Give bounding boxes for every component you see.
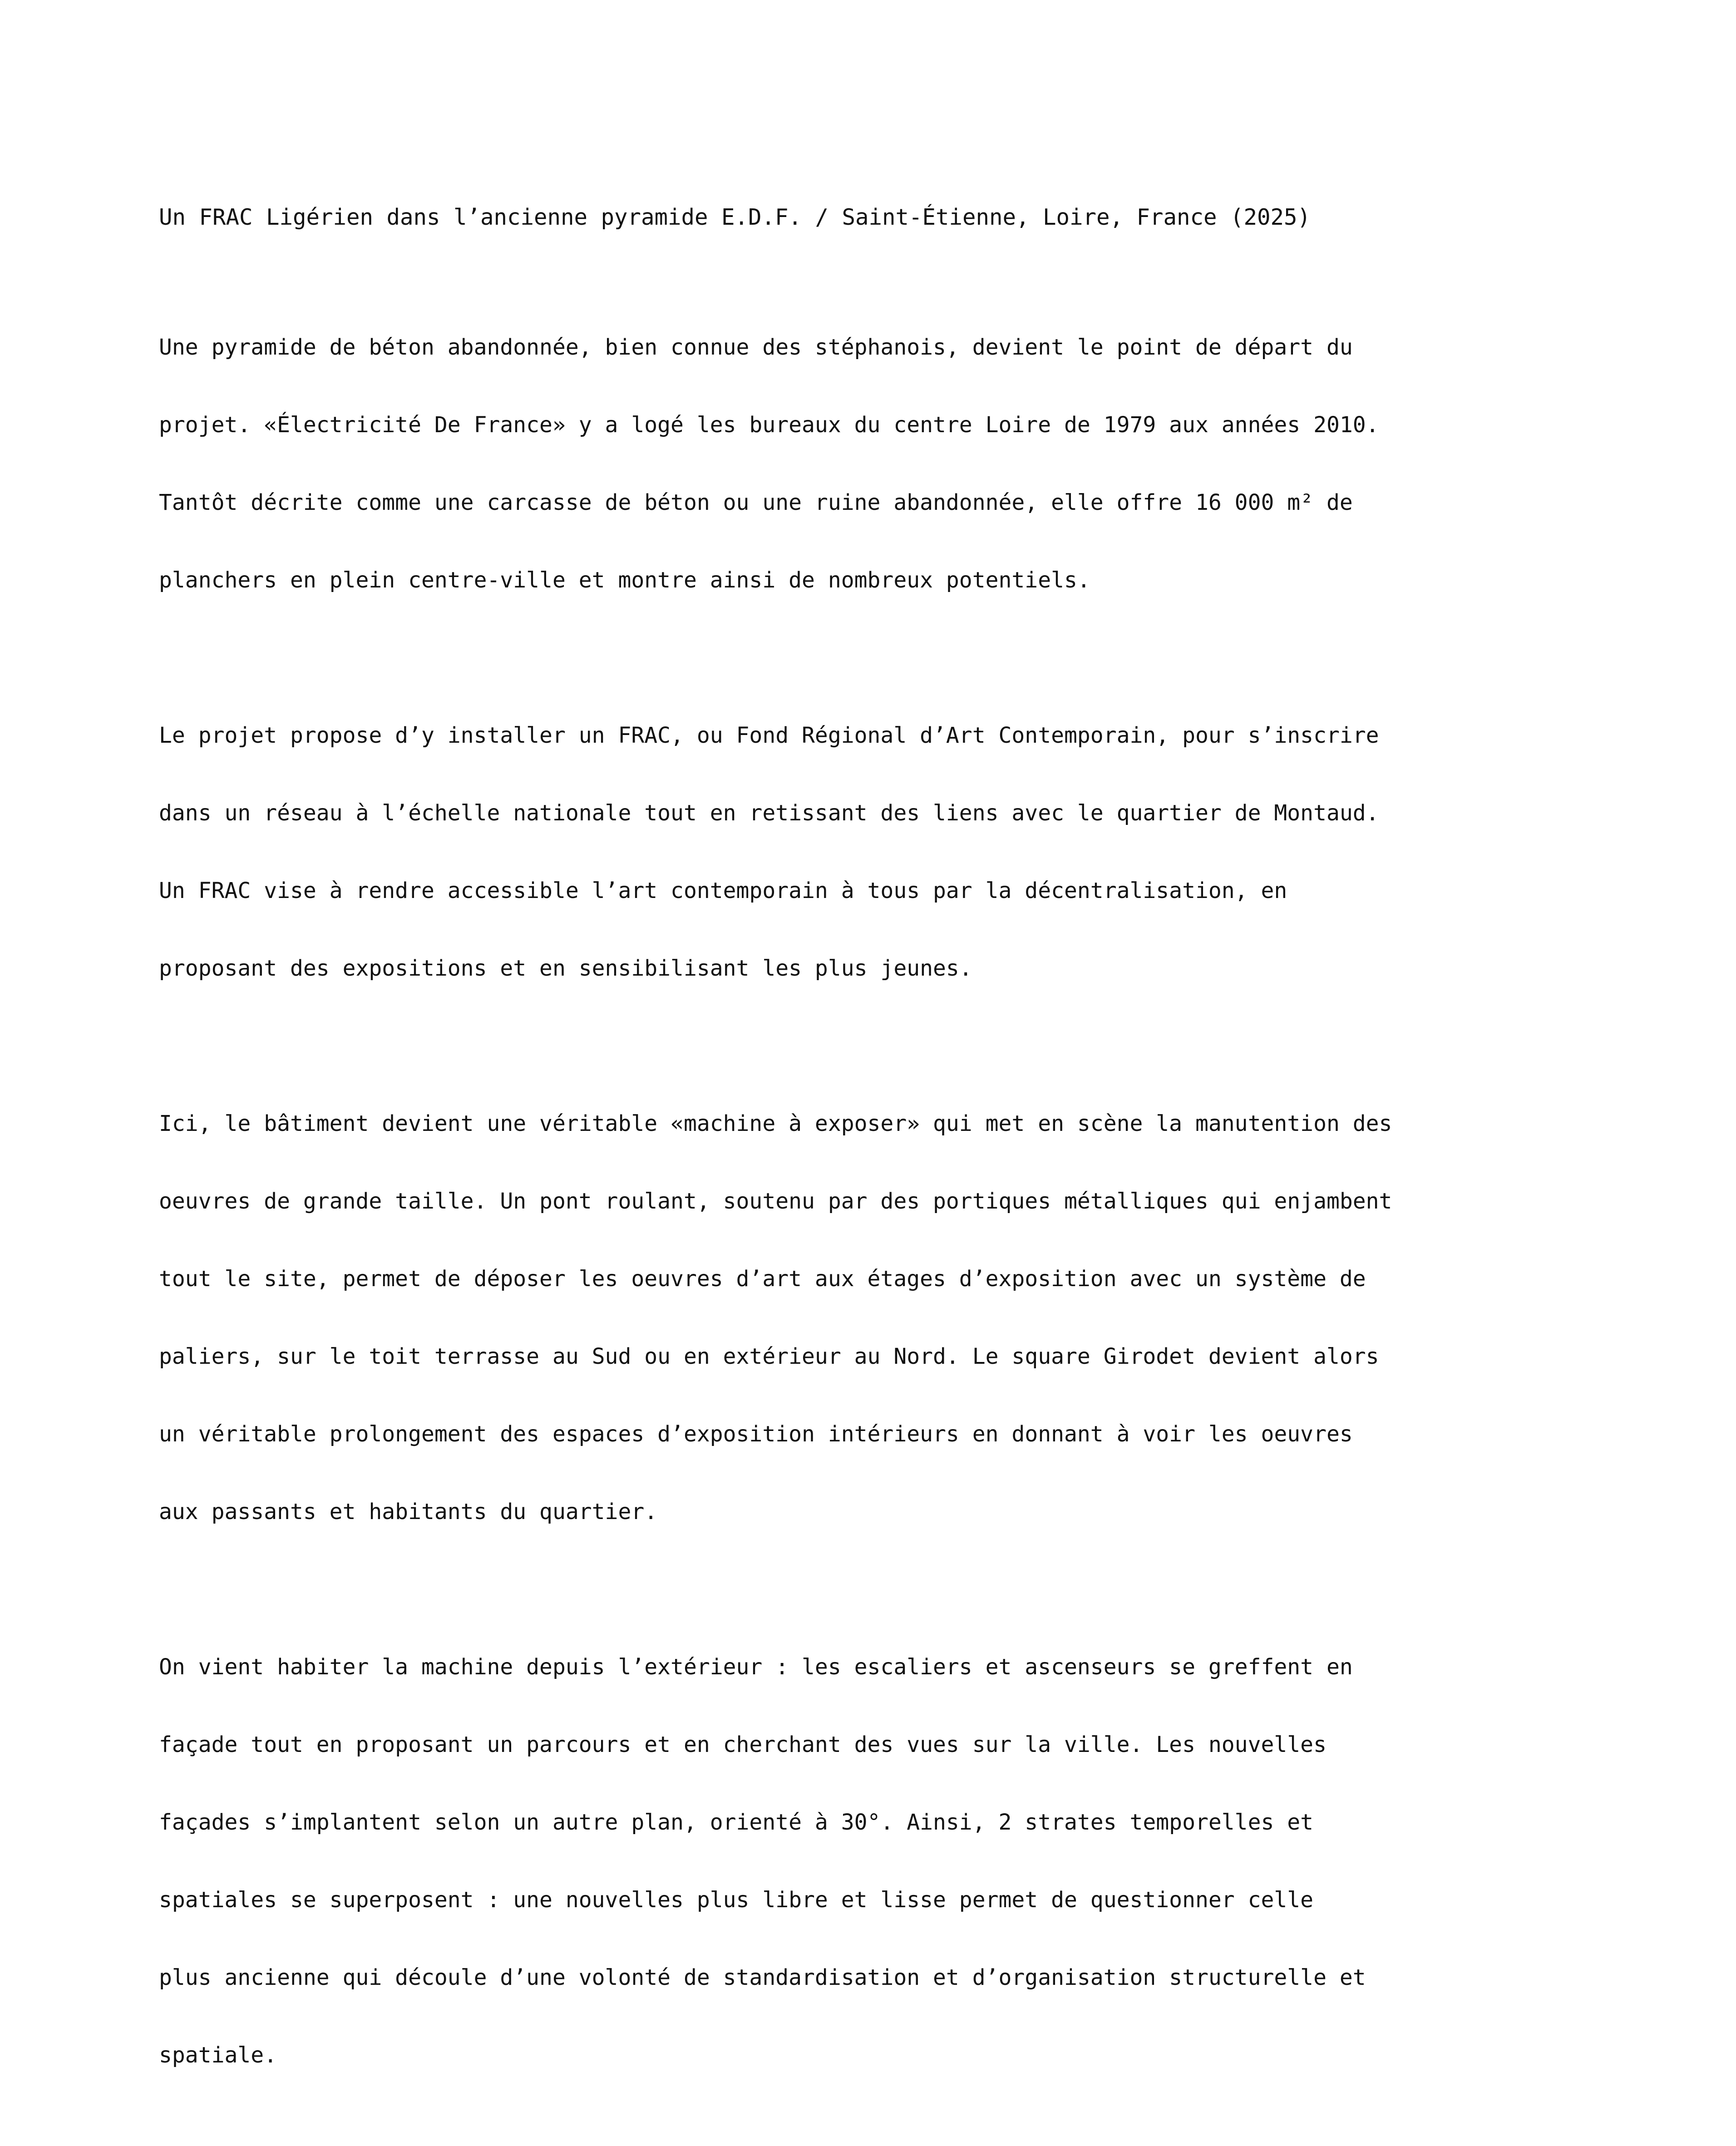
- paragraph-line: On vient habiter la machine depuis l’extérieur : les escaliers et ascenseurs se greffent en: [159, 1654, 1353, 1680]
- paragraph-line: oeuvres de grande taille. Un pont roulant, soutenu par des portiques métalliques qui enjambent: [159, 1189, 1392, 1214]
- paragraph-1: [159, 283, 1657, 645]
- paragraph-line: un véritable prolongement des espaces d’exposition intérieurs en donnant à voir les oeuvres: [159, 1421, 1353, 1447]
- paragraph-line: Un FRAC vise à rendre accessible l’art contemporain à tous par la décentralisation, en: [159, 878, 1287, 903]
- paragraph-line: spatiale.: [159, 2042, 277, 2068]
- paragraph-line: aux passants et habitants du quartier.: [159, 1499, 658, 1524]
- paragraph-line: Tantôt décrite comme une carcasse de béton ou une ruine abandonnée, elle offre 16 000 m² de: [159, 490, 1353, 515]
- paragraph-line: Une pyramide de béton abandonnée, bien connue des stéphanois, devient le point de départ du: [159, 335, 1353, 360]
- paragraph-line: proposant des expositions et en sensibilisant les plus jeunes.: [159, 956, 972, 981]
- paragraph-line: Ici, le bâtiment devient une véritable «machine à exposer» qui met en scène la manutention des: [159, 1111, 1392, 1136]
- paragraph-line: plus ancienne qui découle d’une volonté de standardisation et d’organisation structurelle et: [159, 1965, 1366, 1990]
- paragraph-line: projet. «Électricité De France» y a logé les bureaux du centre Loire de 1979 aux années 2010.: [159, 412, 1379, 438]
- paragraph-line: façade tout en proposant un parcours et en cherchant des vues sur la ville. Les nouvelles: [159, 1732, 1327, 1757]
- paragraph-line: spatiales se superposent : une nouvelles plus libre et lisse permet de questionner celle: [159, 1887, 1314, 1913]
- paragraph-line: planchers en plein centre-ville et montre ainsi de nombreux potentiels.: [159, 567, 1090, 593]
- page-title: Un FRAC Ligérien dans l’ancienne pyramide E.D.F. / Saint-Étienne, Loire, France (2025): [159, 204, 1311, 230]
- paragraph-line: Le projet propose d’y installer un FRAC, ou Fond Régional d’Art Contemporain, pour s’inscrire: [159, 723, 1379, 748]
- paragraph-line: tout le site, permet de déposer les oeuvres d’art aux étages d’exposition avec un système de: [159, 1266, 1366, 1292]
- paragraph-3: [159, 1059, 1657, 1577]
- paragraph-line: dans un réseau à l’échelle nationale tout en retissant des liens avec le quartier de Montaud.: [159, 800, 1379, 826]
- paragraph-4: [159, 1603, 1657, 2120]
- paragraph-line: façades s’implantent selon un autre plan, orienté à 30°. Ainsi, 2 strates temporelles et: [159, 1810, 1314, 1835]
- paragraph-2: [159, 671, 1657, 1033]
- paragraph-line: paliers, sur le toit terrasse au Sud ou en extérieur au Nord. Le square Girodet devient alors: [159, 1344, 1379, 1369]
- document-page: [159, 204, 1657, 2146]
